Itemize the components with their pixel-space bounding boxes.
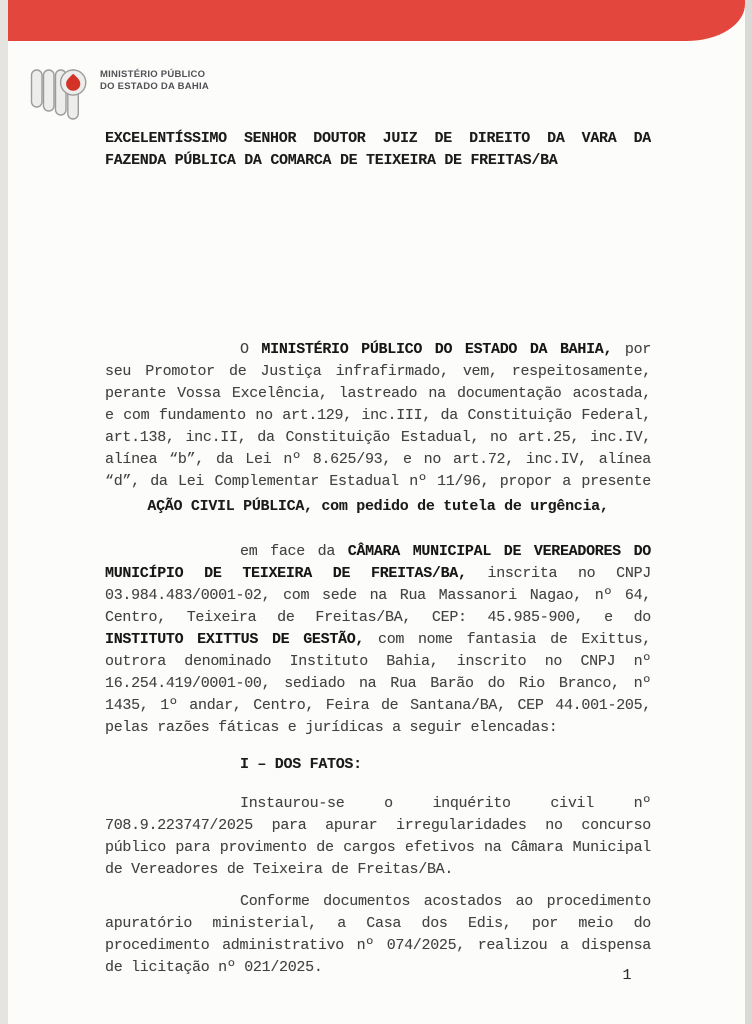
page-number: 1	[622, 967, 632, 984]
intro-paragraph: O MINISTÉRIO PÚBLICO DO ESTADO DA BAHIA, por seu Promotor de Justiça infrafirmado, vem, respeitosamente, perante Vossa Excelência, lastreado na documentação acostada, e com fundamento no art.129, inc.III, da Constituição Federal, art.138, inc.II, da Constituição Estadual, no art.25, inc.IV, alínea “b”, da Lei nº 8.625/93, e no art.72, inc.IV, alínea “d”, da Lei Complementar Estadual nº 11/96, propor a presente	[105, 341, 651, 490]
section-heading-dos-fatos: I – DOS FATOS:	[240, 756, 362, 773]
action-title: AÇÃO CIVIL PÚBLICA, com pedido de tutela de urgência,	[147, 498, 609, 515]
facts-paragraph-1: Instaurou-se o inquérito civil nº 708.9.223747/2025 para apurar irregularidades no concurso público para provimento de cargos efetivos na Câmara Municipal de Vereadores de Teixeira de Freitas/BA.	[105, 795, 651, 878]
addressee-heading: EXCELENTÍSSIMO SENHOR DOUTOR JUIZ DE DIREITO DA VARA DA FAZENDA PÚBLICA DA COMARCA DE TEIXEIRA DE FREITAS/BA	[105, 130, 651, 169]
logo-org-name-line1: MINISTÉRIO PÚBLICO	[100, 69, 206, 80]
header-accent-bar	[8, 0, 745, 41]
logo-org-name-line2: DO ESTADO DA BAHIA	[100, 80, 209, 92]
mpba-logo	[30, 61, 209, 121]
page-edge-right	[745, 0, 752, 1024]
defendants-paragraph: em face da CÂMARA MUNICIPAL DE VEREADORES DO MUNICÍPIO DE TEIXEIRA DE FREITAS/BA, inscrita no CNPJ 03.984.483/0001-02, com sede na Rua Massanori Nagao, nº 64, Centro, Teixeira de Freitas/BA, CEP: 45.985-900, e do INSTITUTO EXITTUS DE GESTÃO, com nome fantasia de Exittus, outrora denominado Instituto Bahia, inscrito no CNPJ nº 16.254.419/0001-00, sediado na Rua Barão do Rio Branco, nº 1435, 1º andar, Centro, Feira de Santana/BA, CEP 44.001-205, pelas razões fáticas e jurídicas a seguir elencadas:	[105, 543, 651, 736]
mpba-emblem-icon	[30, 61, 87, 121]
facts-paragraph-2: Conforme documentos acostados ao procedimento apuratório ministerial, a Casa dos Edis, por meio do procedimento administrativo nº 074/2025, realizou a dispensa de licitação nº 021/2025.	[105, 893, 651, 976]
page-edge-left	[0, 0, 8, 1024]
logo-org-name	[100, 69, 209, 92]
